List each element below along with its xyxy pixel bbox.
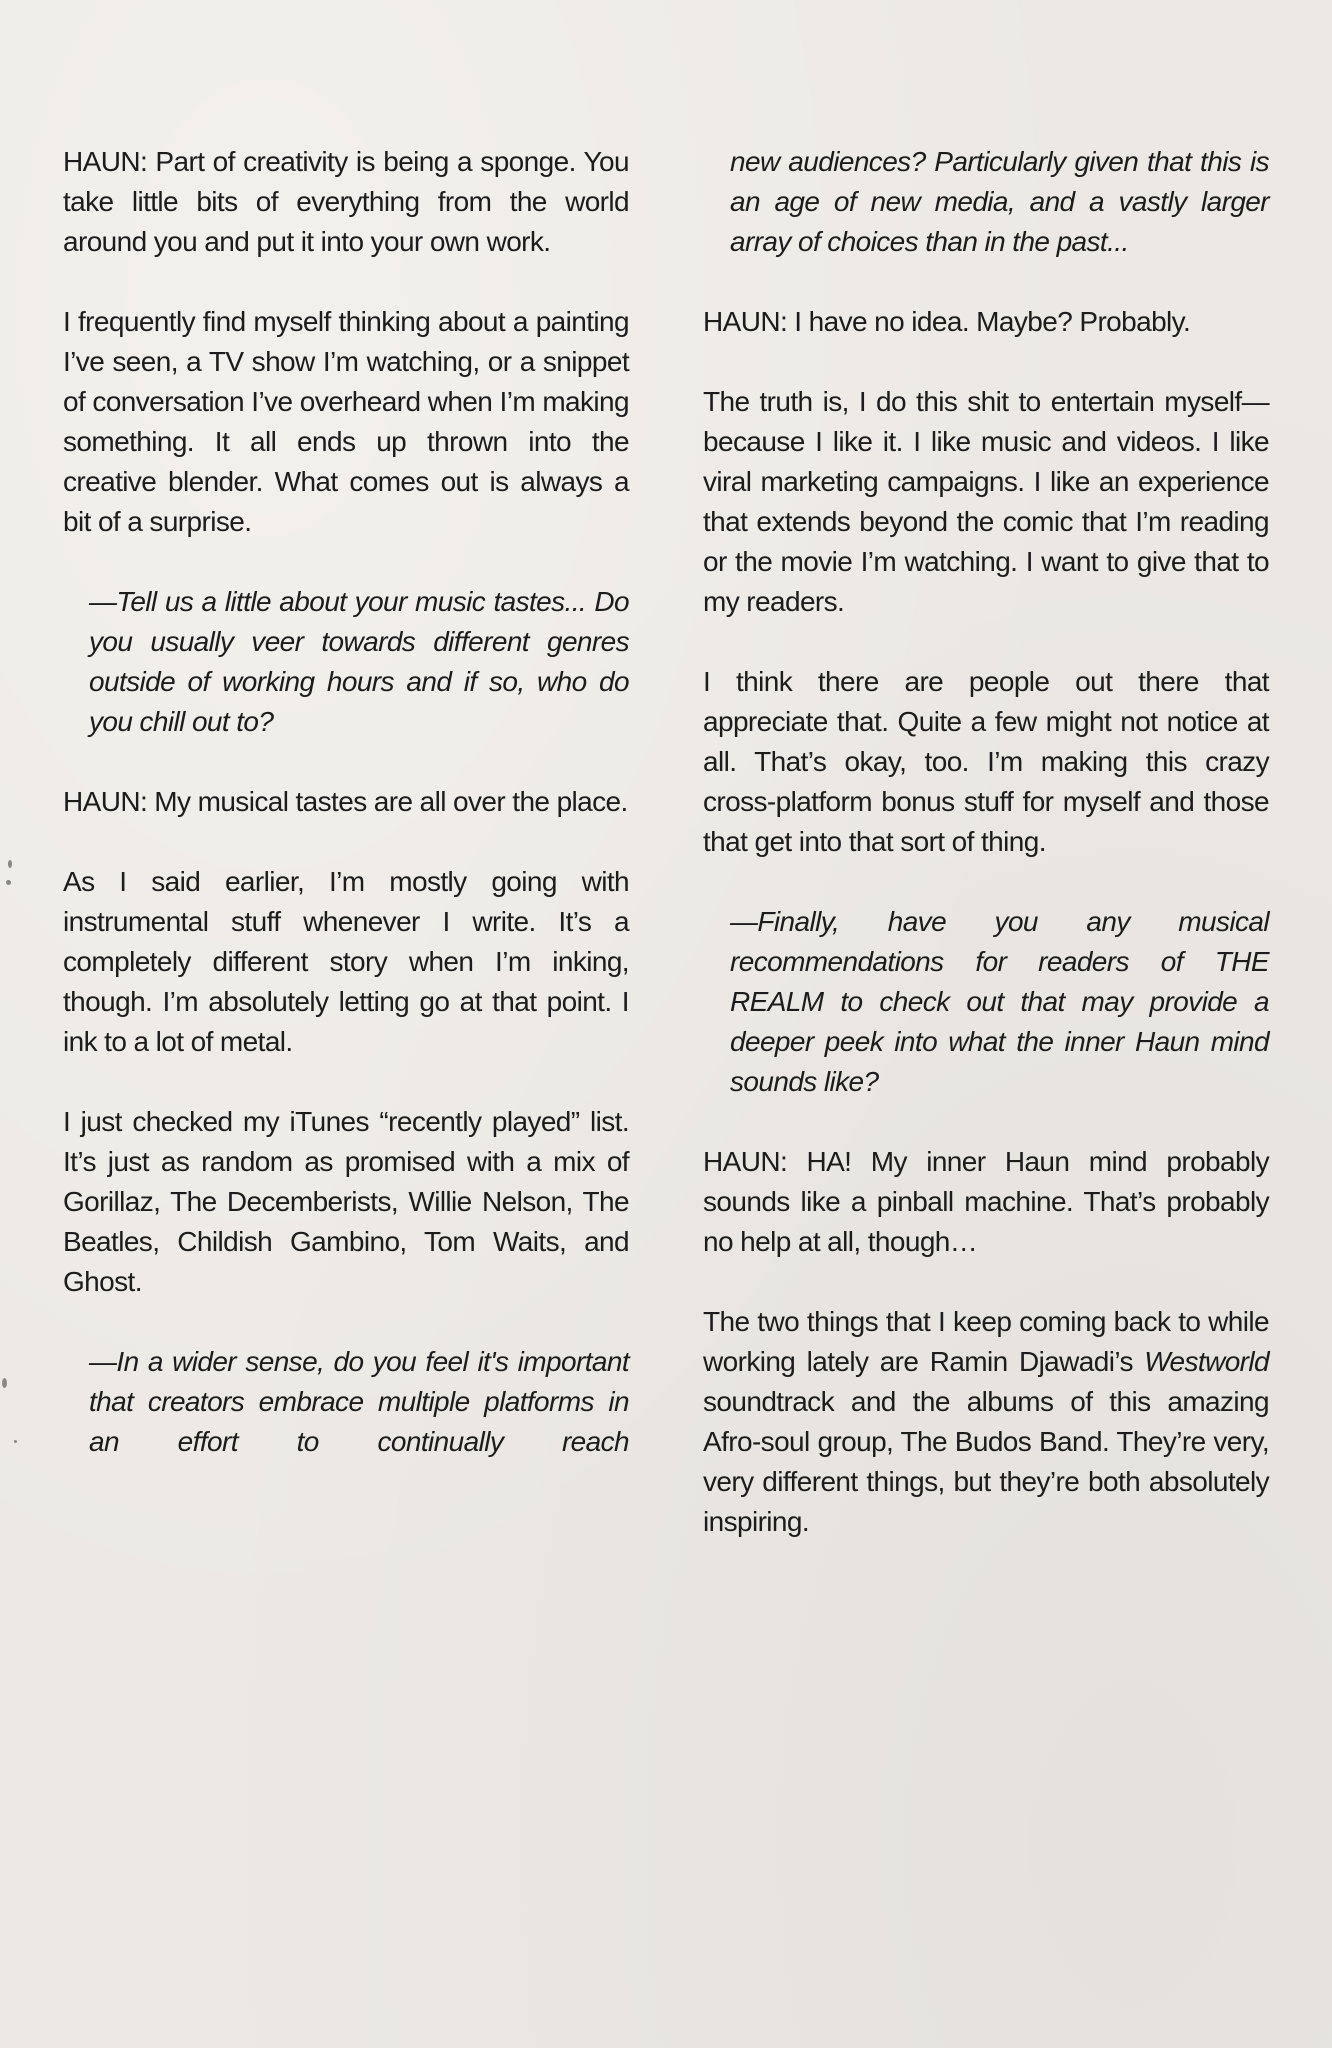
answer-paragraph: I think there are people out there that appreciate that. Quite a few might not notice at all. That’s okay, too. I’m making this crazy cross-platform bonus stuff for myself and those that get into that sort of thing. — [703, 666, 1269, 857]
answer-paragraph: HAUN: I have no idea. Maybe? Probably. — [703, 306, 1191, 337]
paragraph-text: soundtrack and the albums of this amazing Afro-soul group, The Budos Band. They’re very, very different things, but they’re both absolutely inspiring. — [703, 1386, 1269, 1537]
paragraph-text: The two things that I keep coming back to while working lately are Ramin Djawadi’s — [703, 1306, 1269, 1377]
paper-speck — [2, 1378, 7, 1388]
answer-paragraph: As I said earlier, I’m mostly going with instrumental stuff whenever I write. It’s a completely different story when I’m inking, though. I’m absolutely letting go at that point. I ink to a lot of metal. — [63, 866, 629, 1057]
paper-speck — [14, 1440, 17, 1443]
right-column — [703, 142, 1269, 1582]
answer-paragraph: HAUN: HA! My inner Haun mind probably sounds like a pinball machine. That’s probably no help at all, though… — [703, 1146, 1269, 1257]
answer-paragraph: I frequently find myself thinking about a painting I’ve seen, a TV show I’m watching, or a snippet of conversation I’ve overheard when I’m making something. It all ends up thrown into the creative blender. What comes out is always a bit of a surprise. — [63, 306, 629, 537]
answer-paragraph: I just checked my iTunes “recently played” list. It’s just as random as promised with a mix of Gorillaz, The Decemberists, Willie Nelson, The Beatles, Childish Gambino, Tom Waits, and Ghost. — [63, 1106, 629, 1297]
left-column — [63, 142, 629, 1502]
question-paragraph: —In a wider sense, do you feel it's important that creators embrace multiple platforms in an effort to continually reach — [89, 1346, 629, 1457]
question-paragraph: —Tell us a little about your music tastes... Do you usually veer towards different genres outside of working hours and if so, who do you chill out to? — [89, 586, 629, 737]
question-paragraph: —Finally, have you any musical recommendations for readers of THE REALM to check out that may provide a deeper peek into what the inner Haun mind sounds like? — [730, 906, 1269, 1097]
answer-paragraph: HAUN: Part of creativity is being a sponge. You take little bits of everything from the world around you and put it into your own work. — [63, 146, 629, 257]
answer-paragraph: HAUN: My musical tastes are all over the place. — [63, 786, 628, 817]
question-continuation: new audiences? Particularly given that this is an age of new media, and a vastly larger array of choices than in the past... — [730, 146, 1269, 257]
answer-paragraph — [703, 1302, 1269, 1542]
paper-speck — [8, 860, 12, 868]
paper-speck — [6, 880, 11, 885]
title-italic: Westworld — [1144, 1346, 1269, 1377]
answer-paragraph: The truth is, I do this shit to entertain myself— because I like it. I like music and videos. I like viral marketing campaigns. I like an experience that extends beyond the comic that I’m reading or the movie I’m watching. I want to give that to my readers. — [703, 386, 1269, 617]
